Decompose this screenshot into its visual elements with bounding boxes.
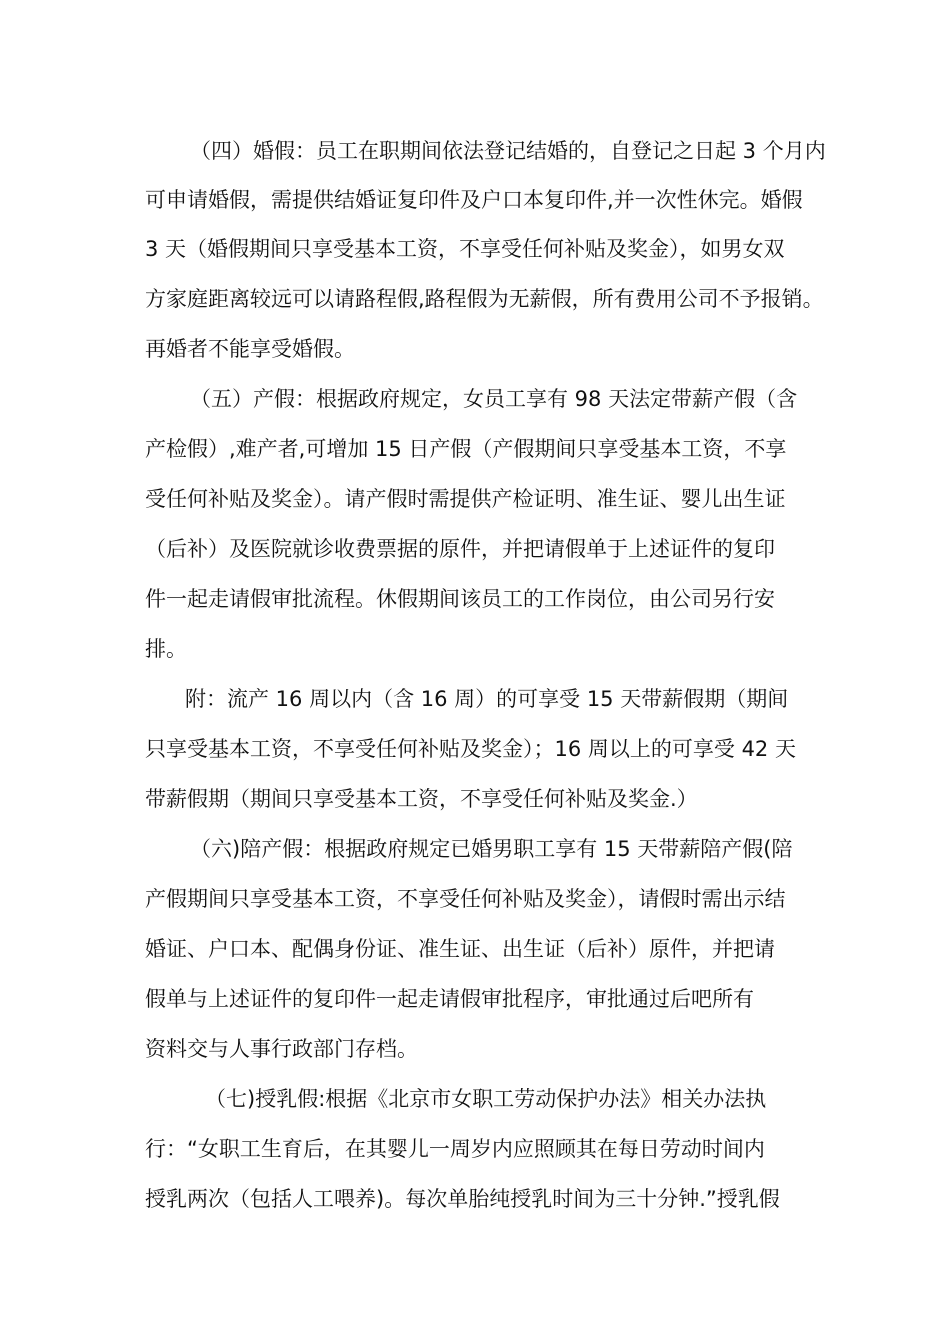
text-line-15: （六)陪产假：根据政府规定已婚男职工享有 15 天带薪陪产假(陪: [190, 837, 793, 861]
text-line-3: 3 天（婚假期间只享受基本工资，不享受任何补贴及奖金），如男女双: [145, 237, 785, 261]
text-line-17: 婚证、户口本、配偶身份证、准生证、出生证（后补）原件，并把请: [145, 937, 775, 961]
text-line-7: 产检假）,难产者,可增加 15 日产假（产假期间只享受基本工资，不享: [145, 437, 787, 461]
text-line-14: 带薪假期（期间只享受基本工资，不享受任何补贴及奖金.）: [145, 787, 698, 811]
text-line-21: 行：“女职工生育后，在其婴儿一周岁内应照顾其在每日劳动时间内: [145, 1137, 765, 1161]
text-line-22: 授乳两次（包括人工喂养)。每次单胎纯授乳时间为三十分钟.”授乳假: [145, 1187, 780, 1211]
text-line-12: 附：流产 16 周以内（含 16 周）的可享受 15 天带薪假期（期间: [185, 687, 789, 711]
text-line-10: 件一起走请假审批流程。休假期间该员工的工作岗位，由公司另行安: [145, 587, 775, 611]
text-line-4: 方家庭距离较远可以请路程假,路程假为无薪假，所有费用公司不予报销。: [145, 287, 824, 311]
text-line-20: （七)授乳假:根据《北京市女职工劳动保护办法》相关办法执: [205, 1087, 767, 1111]
text-line-2: 可申请婚假，需提供结婚证复印件及户口本复印件,并一次性休完。婚假: [145, 188, 803, 212]
text-line-18: 假单与上述证件的复印件一起走请假审批程序，审批通过后吧所有: [145, 987, 754, 1011]
text-line-19: 资料交与人事行政部门存档。: [145, 1037, 418, 1061]
text-line-9: （后补）及医院就诊收费票据的原件，并把请假单于上述证件的复印: [145, 537, 775, 561]
text-line-5: 再婚者不能享受婚假。: [145, 337, 355, 361]
text-line-6: （五）产假：根据政府规定，女员工享有 98 天法定带薪产假（含: [190, 387, 798, 411]
text-line-13: 只享受基本工资，不享受任何补贴及奖金）；16 周以上的可享受 42 天: [145, 737, 796, 761]
text-line-1: （四）婚假：员工在职期间依法登记结婚的，自登记之日起 3 个月内: [190, 139, 826, 163]
text-line-11: 排。: [145, 637, 187, 661]
text-line-8: 受任何补贴及奖金）。请产假时需提供产检证明、准生证、婴儿出生证: [145, 487, 786, 511]
text-line-16: 产假期间只享受基本工资，不享受任何补贴及奖金），请假时需出示结: [145, 887, 786, 911]
